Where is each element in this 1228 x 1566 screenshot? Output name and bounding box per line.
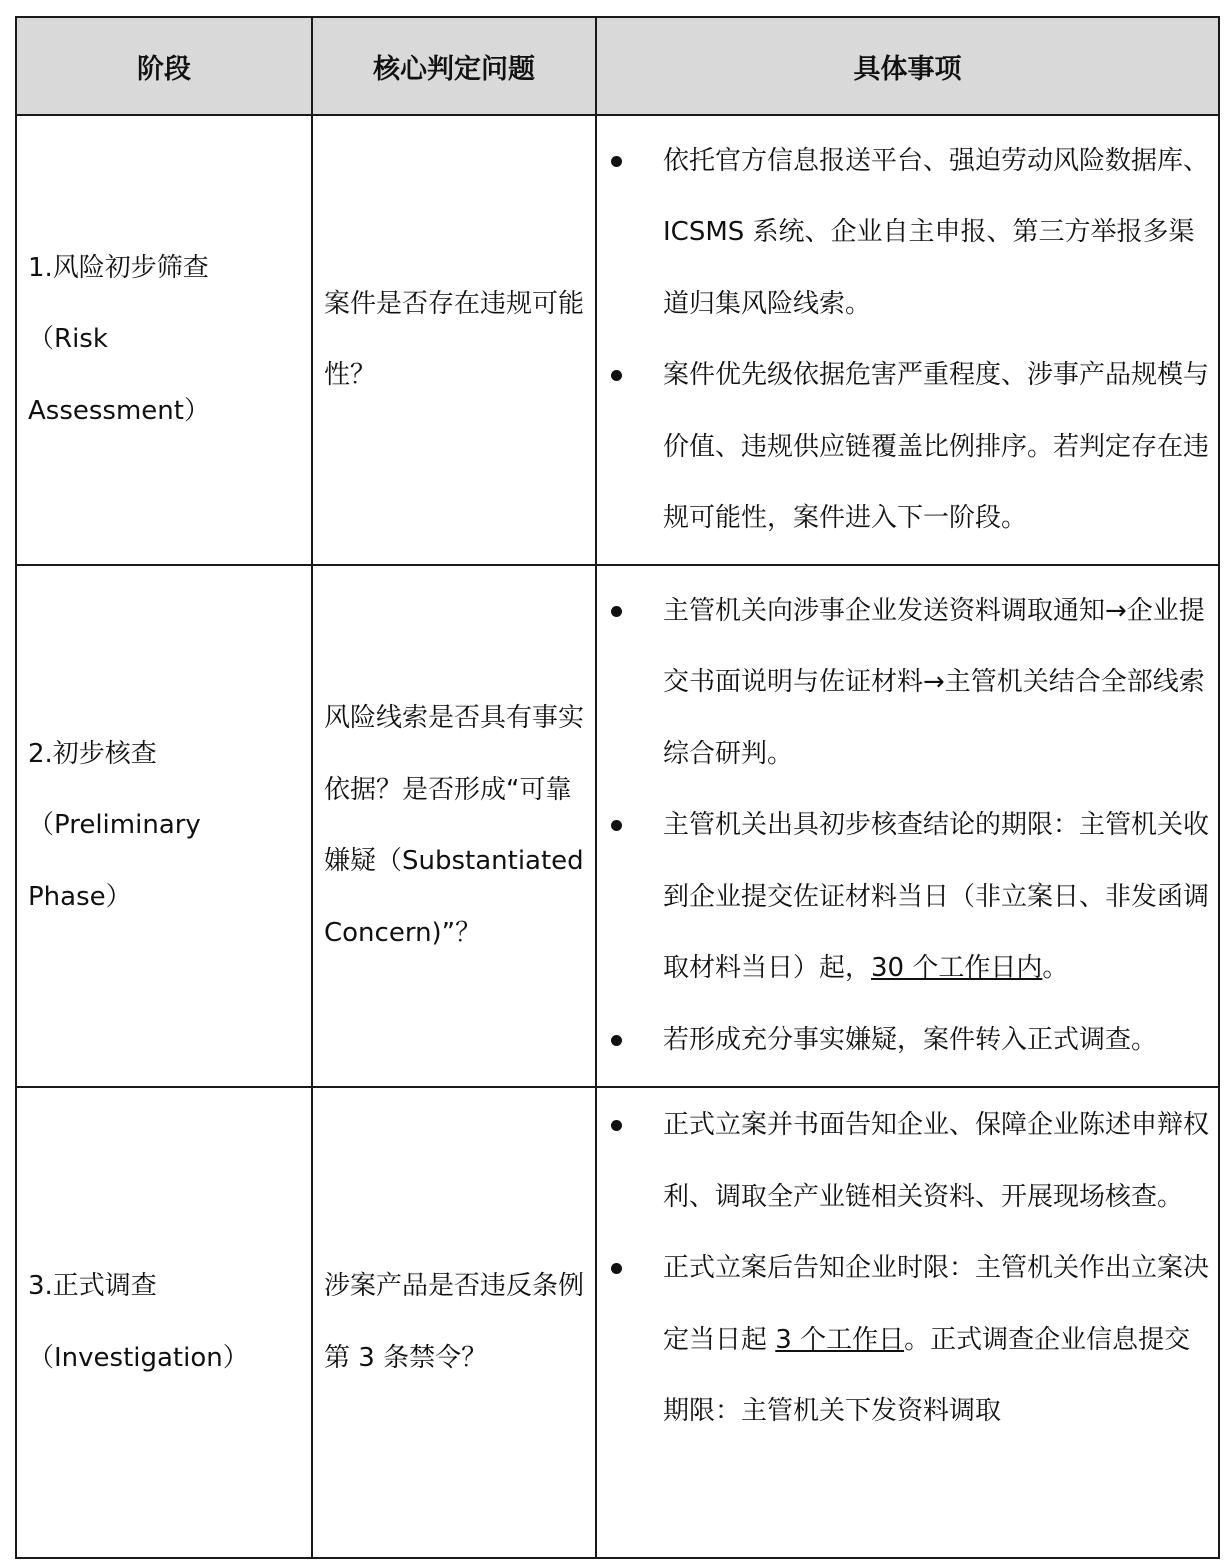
header-stage: 阶段 bbox=[16, 17, 312, 115]
deadline-underline: 30 个工作日内 bbox=[871, 953, 1043, 984]
list-item: 若形成充分事实嫌疑，案件转入正式调查。 bbox=[597, 1005, 1218, 1077]
stage-english-line: Phase） bbox=[28, 881, 132, 912]
header-detail: 具体事项 bbox=[596, 17, 1219, 115]
stage-cell bbox=[16, 115, 312, 565]
detail-list bbox=[597, 576, 1218, 1077]
stage-name: 2.初步核查 bbox=[28, 738, 157, 769]
list-item: 正式立案并书面告知企业、保障企业陈述申辩权利、调取全产业链相关资料、开展现场核查。 bbox=[597, 1090, 1218, 1233]
question-text: 案件是否存在违规可能性？ bbox=[324, 288, 585, 390]
list-item: 主管机关出具初步核查结论的期限：主管机关收到企业提交佐证材料当日（非立案日、非发函调取材料当日）起，30 个工作日内。 bbox=[597, 790, 1218, 1005]
detail-cell bbox=[596, 565, 1219, 1087]
question-cell bbox=[312, 115, 596, 565]
question-text: 涉案产品是否违反条例第 3 条禁令？ bbox=[324, 1271, 585, 1373]
stage-cell bbox=[16, 565, 312, 1087]
list-item: 案件优先级依据危害严重程度、涉事产品规模与价值、违规供应链覆盖比例排序。若判定存在违规可能性，案件进入下一阶段。 bbox=[597, 340, 1218, 555]
list-item: 依托官方信息报送平台、强迫劳动风险数据库、ICSMS 系统、企业自主申报、第三方举报多渠道归集风险线索。 bbox=[597, 126, 1218, 341]
question-cell bbox=[312, 565, 596, 1087]
table-header-row bbox=[16, 17, 1219, 115]
bullet-icon bbox=[611, 820, 622, 831]
question-cell bbox=[312, 1087, 596, 1558]
detail-cell bbox=[596, 115, 1219, 565]
table-row bbox=[16, 565, 1219, 1087]
bullet-icon bbox=[611, 156, 622, 167]
stage-name: 3.正式调查 bbox=[28, 1271, 157, 1301]
stage-english-line: （Risk bbox=[28, 324, 108, 355]
stage-table bbox=[15, 16, 1220, 1559]
stage-english-line: Assessment） bbox=[28, 395, 210, 426]
list-item: 正式立案后告知企业时限：主管机关作出立案决定当日起 3 个工作日。正式调查企业信息提交期限：主管机关下发资料调取 bbox=[597, 1233, 1218, 1448]
bullet-icon bbox=[611, 1263, 622, 1274]
list-item: 主管机关向涉事企业发送资料调取通知→企业提交书面说明与佐证材料→主管机关结合全部线索综合研判。 bbox=[597, 576, 1218, 791]
table-row bbox=[16, 1087, 1219, 1558]
bullet-icon bbox=[611, 370, 622, 381]
header-question: 核心判定问题 bbox=[312, 17, 596, 115]
detail-list bbox=[597, 1088, 1218, 1448]
table-row bbox=[16, 115, 1219, 565]
detail-cell bbox=[596, 1087, 1219, 1558]
stage-cell bbox=[16, 1087, 312, 1558]
bullet-icon bbox=[611, 606, 622, 617]
stage-name: 1.风险初步筛查 bbox=[28, 252, 209, 283]
question-text: 风险线索是否具有事实依据？是否形成“可靠嫌疑（Substantiated Concern)”？ bbox=[324, 703, 585, 948]
detail-list bbox=[597, 126, 1218, 555]
bullet-icon bbox=[611, 1120, 622, 1131]
bullet-icon bbox=[611, 1035, 622, 1046]
deadline-underline: 3 个工作日 bbox=[775, 1324, 905, 1355]
stage-english-line: （Preliminary bbox=[28, 810, 201, 841]
stage-english-line: （Investigation） bbox=[28, 1342, 249, 1373]
